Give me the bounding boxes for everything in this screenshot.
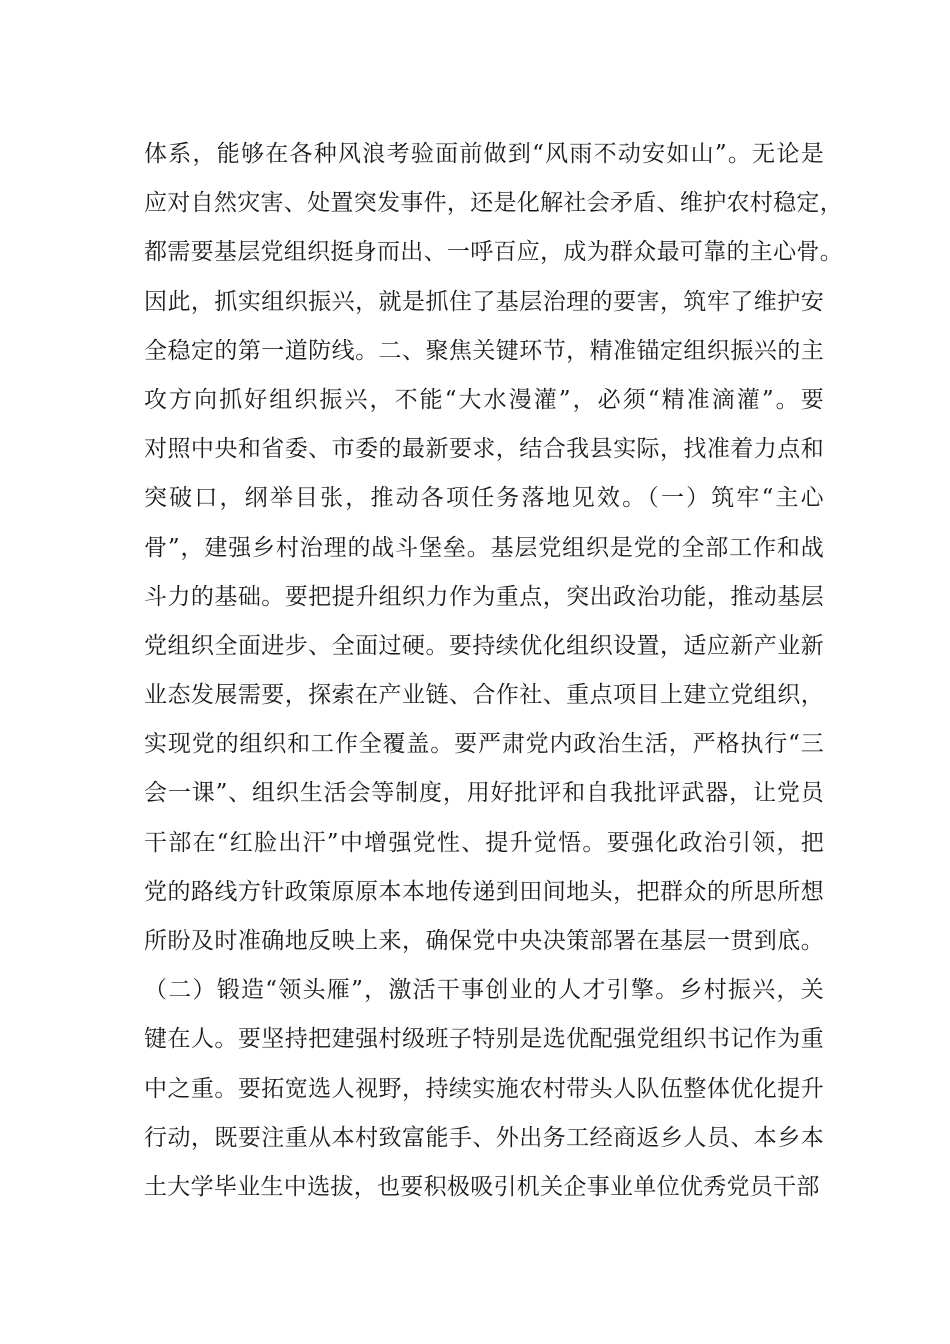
text-line: 体系，能够在各种风浪考验面前做到“风雨不动安如山”。无论是 [144,141,824,167]
text-line: 应对自然灾害、处置突发事件，还是化解社会矛盾、维护农村稳定， [144,190,843,217]
text-line: 键在人。要坚持把建强村级班子特别是选优配强党组织书记作为重 [144,1026,824,1053]
text-line: 攻方向抓好组织振兴，不能“大水漫灌”，必须“精准滴灌”。要 [144,386,824,413]
text-line: 对照中央和省委、市委的最新要求，结合我县实际，找准着力点和 [144,436,824,463]
text-line: 党的路线方针政策原原本本地传递到田间地头，把群众的所思所想 [144,878,824,905]
body-text [144,130,843,1212]
text-line: 全稳定的第一道防线。二、聚焦关键环节，精准锚定组织振兴的主 [144,337,824,364]
text-line: 会一课”、组织生活会等制度，用好批评和自我批评武器，让党员 [144,780,824,807]
text-line: 骨”，建强乡村治理的战斗堡垒。基层党组织是党的全部工作和战 [144,534,824,561]
text-line: 党组织全面进步、全面过硬。要持续优化组织设置，适应新产业新 [144,632,824,659]
text-line: 土大学毕业生中选拔，也要积极吸引机关企事业单位优秀党员干部 [144,1173,820,1200]
text-line: 中之重。要拓宽选人视野，持续实施农村带头人队伍整体优化提升 [144,1075,824,1102]
text-line: 业态发展需要，探索在产业链、合作社、重点项目上建立党组织， [144,682,824,709]
text-line: 斗力的基础。要把提升组织力作为重点，突出政治功能，推动基层 [144,583,824,610]
text-line: 突破口，纲举目张，推动各项任务落地见效。（一）筑牢“主心 [144,485,824,512]
text-line: （二）锻造“领头雁”，激活干事创业的人才引擎。乡村振兴，关 [144,977,824,1004]
text-line: 因此，抓实组织振兴，就是抓住了基层治理的要害，筑牢了维护安 [144,288,824,315]
text-line: 行动，既要注重从本村致富能手、外出务工经商返乡人员、本乡本 [144,1124,824,1151]
text-line: 所盼及时准确地反映上来，确保党中央决策部署在基层一贯到底。 [144,928,824,954]
text-line: 干部在“红脸出汗”中增强党性、提升觉悟。要强化政治引领，把 [144,829,824,856]
text-line: 都需要基层党组织挺身而出、一呼百应，成为群众最可靠的主心骨。 [144,239,843,266]
text-line: 实现党的组织和工作全覆盖。要严肃党内政治生活，严格执行“三 [144,731,824,758]
